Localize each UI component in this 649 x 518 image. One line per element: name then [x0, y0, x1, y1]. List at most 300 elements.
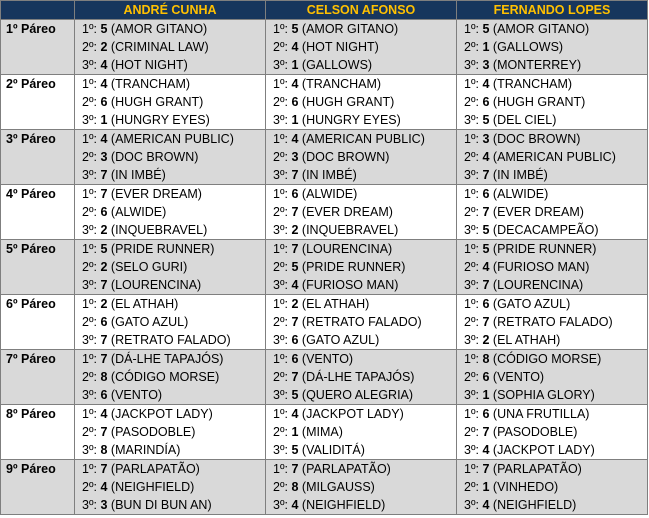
horse-number: 1 — [100, 113, 108, 127]
horse-number: 5 — [100, 242, 108, 256]
pick-celson-afonso — [266, 203, 457, 221]
pick-fernando-lopes — [457, 56, 648, 75]
horse-name: (PASODOBLE) — [110, 425, 196, 439]
finish-position: 2º: — [82, 425, 97, 439]
table-row — [1, 75, 648, 94]
horse-name: (PRIDE RUNNER) — [301, 260, 406, 274]
finish-position: 2º: — [82, 260, 97, 274]
pick-fernando-lopes — [457, 295, 648, 314]
horse-name: (DOC BROWN) — [492, 132, 581, 146]
finish-position: 2º: — [464, 40, 479, 54]
finish-position: 3º: — [82, 223, 97, 237]
table-row — [1, 496, 648, 515]
pick-andre-cunha — [75, 276, 266, 295]
race-label-spacer — [1, 148, 75, 166]
table-row — [1, 20, 648, 39]
horse-name: (EL ATHAH) — [492, 333, 561, 347]
pick-celson-afonso — [266, 240, 457, 259]
pick-fernando-lopes — [457, 496, 648, 515]
finish-position: 1º: — [273, 132, 288, 146]
horse-number: 5 — [291, 443, 299, 457]
finish-position: 3º: — [464, 443, 479, 457]
horse-number: 3 — [100, 150, 108, 164]
horse-number: 7 — [291, 370, 299, 384]
pick-andre-cunha — [75, 221, 266, 240]
table-row — [1, 166, 648, 185]
pick-fernando-lopes — [457, 203, 648, 221]
horse-number: 1 — [482, 480, 490, 494]
horse-number: 6 — [291, 333, 299, 347]
horse-number: 2 — [291, 297, 299, 311]
pick-celson-afonso — [266, 93, 457, 111]
finish-position: 1º: — [464, 187, 479, 201]
horse-number: 7 — [100, 462, 108, 476]
finish-position: 1º: — [273, 242, 288, 256]
header-celson-afonso: CELSON AFONSO — [266, 1, 457, 20]
horse-number: 4 — [482, 443, 490, 457]
pick-andre-cunha — [75, 56, 266, 75]
horse-name: (CRIMINAL LAW) — [110, 40, 209, 54]
horse-number: 8 — [291, 480, 299, 494]
horse-name: (VALIDITÁ) — [301, 443, 365, 457]
pick-celson-afonso — [266, 148, 457, 166]
finish-position: 3º: — [82, 278, 97, 292]
finish-position: 2º: — [273, 150, 288, 164]
horse-number: 4 — [291, 407, 299, 421]
horse-name: (LOURENCINA) — [492, 278, 584, 292]
pick-andre-cunha — [75, 441, 266, 460]
horse-number: 2 — [482, 333, 490, 347]
race-label-spacer — [1, 478, 75, 496]
horse-name: (PARLAPATÃO) — [110, 462, 200, 476]
horse-number: 6 — [482, 297, 490, 311]
horse-name: (HUGH GRANT) — [110, 95, 204, 109]
pick-celson-afonso — [266, 276, 457, 295]
horse-number: 2 — [100, 223, 108, 237]
horse-number: 3 — [100, 498, 108, 512]
horse-number: 8 — [100, 370, 108, 384]
horse-number: 6 — [100, 388, 108, 402]
horse-number: 3 — [482, 132, 490, 146]
pick-fernando-lopes — [457, 75, 648, 94]
table-row — [1, 56, 648, 75]
horse-name: (LOURENCINA) — [110, 278, 202, 292]
race-label: 9º Páreo — [1, 460, 75, 479]
race-label-spacer — [1, 386, 75, 405]
pick-fernando-lopes — [457, 185, 648, 204]
race-label: 4º Páreo — [1, 185, 75, 204]
horse-number: 4 — [291, 278, 299, 292]
horse-number: 4 — [291, 40, 299, 54]
finish-position: 2º: — [464, 260, 479, 274]
table-row — [1, 405, 648, 424]
race-label-spacer — [1, 93, 75, 111]
horse-name: (AMOR GITANO) — [110, 22, 208, 36]
horse-number: 6 — [291, 95, 299, 109]
race-label-spacer — [1, 276, 75, 295]
pick-fernando-lopes — [457, 478, 648, 496]
horse-name: (VINHEDO) — [492, 480, 559, 494]
header-fernando-lopes: FERNANDO LOPES — [457, 1, 648, 20]
horse-number: 7 — [100, 352, 108, 366]
pick-celson-afonso — [266, 258, 457, 276]
horse-name: (JACKPOT LADY) — [492, 443, 595, 457]
horse-name: (BUN DI BUN AN) — [110, 498, 212, 512]
horse-number: 5 — [291, 22, 299, 36]
horse-name: (DÁ-LHE TAPAJÓS) — [301, 370, 415, 384]
horse-number: 1 — [291, 58, 299, 72]
horse-name: (GATO AZUL) — [492, 297, 571, 311]
finish-position: 2º: — [464, 150, 479, 164]
horse-number: 7 — [100, 187, 108, 201]
pick-andre-cunha — [75, 295, 266, 314]
horse-name: (CÓDIGO MORSE) — [492, 352, 602, 366]
horse-number: 7 — [482, 205, 490, 219]
pick-fernando-lopes — [457, 258, 648, 276]
pick-fernando-lopes — [457, 38, 648, 56]
finish-position: 2º: — [273, 370, 288, 384]
horse-number: 5 — [482, 242, 490, 256]
table-row — [1, 185, 648, 204]
finish-position: 2º: — [273, 315, 288, 329]
finish-position: 2º: — [464, 315, 479, 329]
horse-name: (INQUEBRAVEL) — [301, 223, 399, 237]
pick-andre-cunha — [75, 368, 266, 386]
horse-name: (RETRATO FALADO) — [301, 315, 422, 329]
horse-name: (PRIDE RUNNER) — [110, 242, 215, 256]
horse-name: (DECACAMPEÃO) — [492, 223, 599, 237]
finish-position: 2º: — [82, 150, 97, 164]
finish-position: 2º: — [82, 95, 97, 109]
horse-name: (HOT NIGHT) — [301, 40, 379, 54]
horse-number: 7 — [482, 278, 490, 292]
horse-number: 4 — [482, 77, 490, 91]
horse-name: (PRIDE RUNNER) — [492, 242, 597, 256]
pick-fernando-lopes — [457, 166, 648, 185]
table-row — [1, 478, 648, 496]
finish-position: 3º: — [273, 168, 288, 182]
finish-position: 3º: — [82, 58, 97, 72]
horse-number: 4 — [100, 58, 108, 72]
horse-number: 7 — [100, 168, 108, 182]
horse-name: (IN IMBÉ) — [301, 168, 357, 182]
pick-celson-afonso — [266, 75, 457, 94]
finish-position: 3º: — [273, 278, 288, 292]
horse-number: 6 — [291, 187, 299, 201]
finish-position: 1º: — [464, 462, 479, 476]
horse-name: (GATO AZUL) — [110, 315, 189, 329]
horse-name: (EVER DREAM) — [301, 205, 393, 219]
table-row — [1, 148, 648, 166]
pick-celson-afonso — [266, 313, 457, 331]
finish-position: 2º: — [82, 315, 97, 329]
header-andre-cunha: ANDRÉ CUNHA — [75, 1, 266, 20]
horse-name: (ALWIDE) — [301, 187, 358, 201]
pick-fernando-lopes — [457, 405, 648, 424]
horse-number: 2 — [100, 260, 108, 274]
pick-andre-cunha — [75, 313, 266, 331]
finish-position: 3º: — [464, 388, 479, 402]
horse-name: (PARLAPATÃO) — [301, 462, 391, 476]
finish-position: 2º: — [82, 40, 97, 54]
horse-number: 6 — [482, 95, 490, 109]
pick-fernando-lopes — [457, 93, 648, 111]
finish-position: 3º: — [273, 223, 288, 237]
table-row — [1, 460, 648, 479]
pick-andre-cunha — [75, 405, 266, 424]
pick-celson-afonso — [266, 185, 457, 204]
horse-name: (PASODOBLE) — [492, 425, 578, 439]
race-label-spacer — [1, 313, 75, 331]
pick-fernando-lopes — [457, 350, 648, 369]
table-row — [1, 295, 648, 314]
horse-number: 2 — [291, 223, 299, 237]
race-label-spacer — [1, 203, 75, 221]
horse-name: (TRANCHAM) — [492, 77, 573, 91]
table-row — [1, 276, 648, 295]
horse-number: 6 — [482, 187, 490, 201]
race-label-spacer — [1, 496, 75, 515]
horse-number: 7 — [291, 462, 299, 476]
horse-name: (LOURENCINA) — [301, 242, 393, 256]
horse-number: 4 — [100, 480, 108, 494]
table-row — [1, 350, 648, 369]
race-label-spacer — [1, 331, 75, 350]
horse-name: (PARLAPATÃO) — [492, 462, 582, 476]
finish-position: 2º: — [273, 95, 288, 109]
table-row — [1, 386, 648, 405]
table-body — [1, 20, 648, 515]
horse-number: 4 — [291, 77, 299, 91]
finish-position: 2º: — [82, 370, 97, 384]
finish-position: 3º: — [82, 168, 97, 182]
finish-position: 1º: — [464, 242, 479, 256]
finish-position: 3º: — [464, 498, 479, 512]
horse-name: (JACKPOT LADY) — [110, 407, 213, 421]
finish-position: 1º: — [273, 407, 288, 421]
finish-position: 3º: — [464, 333, 479, 347]
horse-name: (VENTO) — [301, 352, 354, 366]
horse-name: (DOC BROWN) — [110, 150, 199, 164]
horse-name: (VENTO) — [110, 388, 163, 402]
table-row — [1, 258, 648, 276]
horse-number: 5 — [482, 113, 490, 127]
finish-position: 3º: — [464, 223, 479, 237]
horse-name: (DÁ-LHE TAPAJÓS) — [110, 352, 224, 366]
horse-name: (INQUEBRAVEL) — [110, 223, 208, 237]
horse-name: (HOT NIGHT) — [110, 58, 188, 72]
pick-fernando-lopes — [457, 423, 648, 441]
pick-fernando-lopes — [457, 331, 648, 350]
horse-name: (EVER DREAM) — [492, 205, 584, 219]
pick-celson-afonso — [266, 111, 457, 130]
horse-name: (FURIOSO MAN) — [492, 260, 590, 274]
horse-name: (HUGH GRANT) — [492, 95, 586, 109]
finish-position: 1º: — [82, 407, 97, 421]
table-row — [1, 331, 648, 350]
horse-name: (NEIGHFIELD) — [301, 498, 386, 512]
pick-celson-afonso — [266, 221, 457, 240]
finish-position: 2º: — [273, 480, 288, 494]
finish-position: 1º: — [273, 77, 288, 91]
horse-name: (ALWIDE) — [492, 187, 549, 201]
finish-position: 2º: — [464, 95, 479, 109]
pick-celson-afonso — [266, 478, 457, 496]
finish-position: 1º: — [464, 407, 479, 421]
horse-name: (VENTO) — [492, 370, 545, 384]
pick-andre-cunha — [75, 331, 266, 350]
horse-name: (IN IMBÉ) — [492, 168, 548, 182]
pick-andre-cunha — [75, 350, 266, 369]
pick-fernando-lopes — [457, 368, 648, 386]
pick-fernando-lopes — [457, 441, 648, 460]
horse-name: (MIMA) — [301, 425, 343, 439]
finish-position: 2º: — [82, 205, 97, 219]
finish-position: 1º: — [82, 77, 97, 91]
table-row — [1, 130, 648, 149]
horse-number: 3 — [482, 58, 490, 72]
horse-name: (GALLOWS) — [301, 58, 373, 72]
table-row — [1, 93, 648, 111]
finish-position: 1º: — [82, 462, 97, 476]
finish-position: 2º: — [464, 205, 479, 219]
finish-position: 3º: — [273, 333, 288, 347]
horse-name: (MARINDÍA) — [110, 443, 181, 457]
race-label-spacer — [1, 56, 75, 75]
table-row — [1, 203, 648, 221]
horse-name: (GALLOWS) — [492, 40, 564, 54]
horse-number: 7 — [291, 168, 299, 182]
horse-number: 4 — [100, 77, 108, 91]
pick-fernando-lopes — [457, 460, 648, 479]
horse-number: 6 — [100, 95, 108, 109]
pick-andre-cunha — [75, 20, 266, 39]
horse-number: 6 — [482, 407, 490, 421]
pick-andre-cunha — [75, 111, 266, 130]
horse-number: 1 — [482, 40, 490, 54]
horse-name: (QUERO ALEGRIA) — [301, 388, 414, 402]
pick-celson-afonso — [266, 441, 457, 460]
finish-position: 2º: — [273, 425, 288, 439]
race-label-spacer — [1, 166, 75, 185]
race-label-spacer — [1, 423, 75, 441]
finish-position: 1º: — [273, 187, 288, 201]
race-label-spacer — [1, 38, 75, 56]
pick-celson-afonso — [266, 38, 457, 56]
race-label-spacer — [1, 221, 75, 240]
horse-number: 7 — [482, 315, 490, 329]
horse-name: (DOC BROWN) — [301, 150, 390, 164]
horse-name: (SELO GURI) — [110, 260, 188, 274]
horse-name: (RETRATO FALADO) — [492, 315, 613, 329]
pick-celson-afonso — [266, 350, 457, 369]
finish-position: 2º: — [464, 370, 479, 384]
finish-position: 2º: — [273, 205, 288, 219]
finish-position: 3º: — [82, 388, 97, 402]
horse-number: 8 — [482, 352, 490, 366]
horse-number: 6 — [482, 370, 490, 384]
horse-name: (ALWIDE) — [110, 205, 167, 219]
horse-name: (SOPHIA GLORY) — [492, 388, 595, 402]
horse-number: 4 — [100, 132, 108, 146]
finish-position: 2º: — [82, 480, 97, 494]
pick-celson-afonso — [266, 460, 457, 479]
horse-number: 2 — [100, 297, 108, 311]
horse-name: (MILGAUSS) — [301, 480, 375, 494]
race-label: 3º Páreo — [1, 130, 75, 149]
table-row — [1, 423, 648, 441]
race-label: 5º Páreo — [1, 240, 75, 259]
race-label: 1º Páreo — [1, 20, 75, 39]
horse-name: (GATO AZUL) — [301, 333, 380, 347]
horse-number: 7 — [482, 462, 490, 476]
pick-fernando-lopes — [457, 276, 648, 295]
finish-position: 3º: — [82, 443, 97, 457]
horse-number: 5 — [482, 223, 490, 237]
finish-position: 3º: — [273, 58, 288, 72]
pick-andre-cunha — [75, 460, 266, 479]
finish-position: 1º: — [82, 187, 97, 201]
horse-number: 4 — [482, 498, 490, 512]
horse-number: 7 — [291, 242, 299, 256]
table-row — [1, 38, 648, 56]
horse-number: 4 — [482, 150, 490, 164]
horse-number: 1 — [291, 113, 299, 127]
pick-andre-cunha — [75, 478, 266, 496]
table-row — [1, 240, 648, 259]
horse-number: 1 — [291, 425, 299, 439]
pick-celson-afonso — [266, 56, 457, 75]
table-row — [1, 441, 648, 460]
horse-number: 7 — [100, 425, 108, 439]
race-label-spacer — [1, 258, 75, 276]
pick-andre-cunha — [75, 38, 266, 56]
horse-number: 4 — [100, 407, 108, 421]
race-label-spacer — [1, 111, 75, 130]
horse-name: (HUNGRY EYES) — [110, 113, 210, 127]
horse-number: 7 — [482, 425, 490, 439]
horse-name: (EVER DREAM) — [110, 187, 202, 201]
finish-position: 3º: — [464, 58, 479, 72]
table-row — [1, 221, 648, 240]
horse-name: (JACKPOT LADY) — [301, 407, 404, 421]
finish-position: 1º: — [464, 297, 479, 311]
finish-position: 1º: — [82, 297, 97, 311]
horse-name: (CÓDIGO MORSE) — [110, 370, 220, 384]
finish-position: 3º: — [82, 333, 97, 347]
finish-position: 3º: — [273, 388, 288, 402]
pick-andre-cunha — [75, 203, 266, 221]
pick-celson-afonso — [266, 496, 457, 515]
horse-name: (MONTERREY) — [492, 58, 582, 72]
horse-number: 5 — [100, 22, 108, 36]
pick-andre-cunha — [75, 148, 266, 166]
horse-name: (IN IMBÉ) — [110, 168, 166, 182]
finish-position: 1º: — [273, 462, 288, 476]
pick-celson-afonso — [266, 386, 457, 405]
finish-position: 2º: — [273, 40, 288, 54]
pick-andre-cunha — [75, 423, 266, 441]
finish-position: 1º: — [82, 352, 97, 366]
horse-number: 7 — [100, 333, 108, 347]
horse-number: 8 — [100, 443, 108, 457]
horse-number: 4 — [291, 132, 299, 146]
finish-position: 3º: — [464, 168, 479, 182]
horse-name: (HUGH GRANT) — [301, 95, 395, 109]
finish-position: 1º: — [273, 22, 288, 36]
horse-number: 1 — [482, 388, 490, 402]
finish-position: 1º: — [464, 22, 479, 36]
